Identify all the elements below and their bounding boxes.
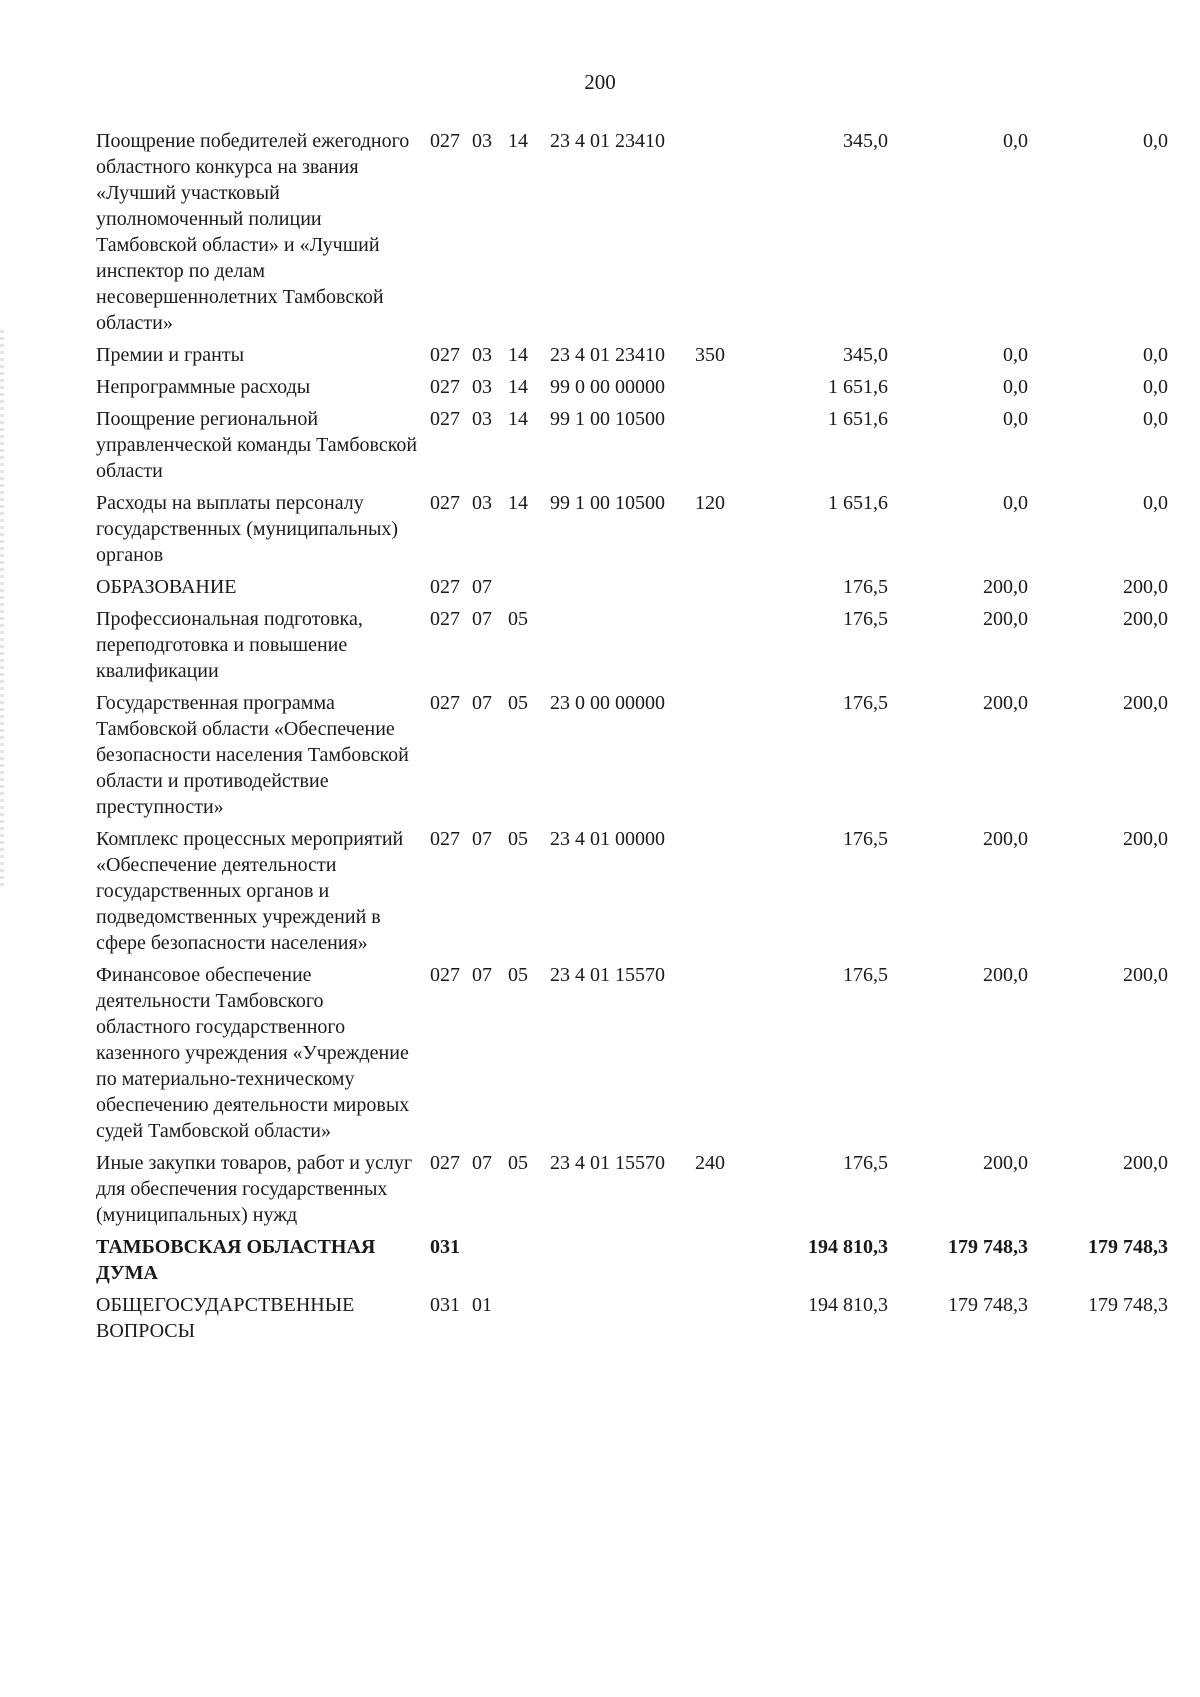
table-row [96, 406, 1168, 490]
row-sum-2: 179 748,3 [948, 1236, 1028, 1258]
row-csr: 23 0 00 00000 [550, 692, 665, 714]
row-csr: 23 4 01 23410 [550, 130, 665, 152]
row-pr: 05 [508, 964, 528, 986]
row-ved: 027 [430, 408, 460, 430]
table-row [96, 1234, 1168, 1292]
row-rz: 07 [472, 608, 492, 630]
row-rz: 03 [472, 492, 492, 514]
row-name: Поощрение региональной управленческой команды Тамбовской области [96, 408, 418, 482]
row-vr [695, 574, 753, 606]
row-ved: 027 [430, 576, 460, 598]
row-sum-3: 200,0 [1123, 1152, 1168, 1174]
row-sum-3: 200,0 [1123, 828, 1168, 850]
row-name: Непрограммные расходы [96, 376, 311, 398]
row-ved: 027 [430, 608, 460, 630]
row-vr: 240 [695, 1152, 725, 1174]
row-csr: 99 1 00 10500 [550, 492, 665, 514]
row-csr: 23 4 01 00000 [550, 828, 665, 850]
row-sum-2: 200,0 [983, 576, 1028, 598]
row-name: Профессиональная подготовка, переподготовка и повышение квалификации [96, 608, 363, 682]
row-csr [536, 1234, 695, 1292]
row-pr: 05 [508, 1152, 528, 1174]
row-vr [695, 962, 753, 1150]
row-rz: 01 [472, 1294, 492, 1316]
row-pr: 14 [508, 344, 528, 366]
row-vr [695, 826, 753, 962]
row-pr: 14 [508, 130, 528, 152]
row-pr: 05 [508, 692, 528, 714]
row-vr [695, 606, 753, 690]
row-sum-1: 345,0 [843, 130, 888, 152]
row-sum-3: 200,0 [1123, 964, 1168, 986]
row-ved: 027 [430, 692, 460, 714]
row-vr [695, 1234, 753, 1292]
row-sum-2: 0,0 [1003, 344, 1028, 366]
row-csr: 23 4 01 15570 [550, 964, 665, 986]
row-csr: 99 0 00 00000 [550, 376, 665, 398]
row-sum-1: 1 651,6 [828, 376, 888, 398]
table-row [96, 826, 1168, 962]
row-csr [536, 1292, 695, 1350]
row-ved: 027 [430, 376, 460, 398]
row-sum-3: 0,0 [1143, 376, 1168, 398]
row-sum-2: 200,0 [983, 692, 1028, 714]
row-pr [508, 1234, 536, 1292]
table-row [96, 374, 1168, 406]
row-ved: 027 [430, 964, 460, 986]
row-sum-2: 200,0 [983, 964, 1028, 986]
row-sum-3: 200,0 [1123, 576, 1168, 598]
row-sum-1: 176,5 [843, 964, 888, 986]
row-csr: 99 1 00 10500 [550, 408, 665, 430]
row-pr [508, 574, 536, 606]
row-name: Премии и гранты [96, 344, 245, 366]
row-rz: 07 [472, 576, 492, 598]
row-name: ТАМБОВСКАЯ ОБЛАСТНАЯ ДУМА [96, 1236, 376, 1284]
page-number: 200 [584, 70, 616, 94]
row-sum-3: 179 748,3 [1088, 1294, 1168, 1316]
row-csr: 23 4 01 15570 [550, 1152, 665, 1174]
row-name: Поощрение победителей ежегодного областного конкурса на звания «Лучший участковый уполномоченный полиции Тамбовской области» и «Лучший инспектор по делам несовершеннолетних Тамбовской области» [96, 130, 410, 334]
scan-edge-artifact [0, 330, 4, 890]
row-sum-1: 345,0 [843, 344, 888, 366]
row-sum-1: 176,5 [843, 692, 888, 714]
row-csr [536, 606, 695, 690]
budget-table [96, 128, 1168, 1350]
row-rz: 07 [472, 828, 492, 850]
row-rz [472, 1234, 508, 1292]
row-ved: 027 [430, 492, 460, 514]
row-sum-3: 0,0 [1143, 344, 1168, 366]
table-row [96, 690, 1168, 826]
row-sum-1: 176,5 [843, 608, 888, 630]
row-pr: 14 [508, 408, 528, 430]
row-ved: 031 [430, 1294, 460, 1316]
table-row [96, 1150, 1168, 1234]
row-name: ОБЩЕГОСУДАРСТВЕННЫЕ ВОПРОСЫ [96, 1294, 355, 1342]
row-sum-1: 194 810,3 [808, 1294, 888, 1316]
table-row [96, 1292, 1168, 1350]
row-name: Комплекс процессных мероприятий «Обеспечение деятельности государственных органов и подведомственных учреждений в сфере безопасности населения» [96, 828, 404, 954]
row-ved: 031 [430, 1236, 460, 1258]
row-pr [508, 1292, 536, 1350]
row-vr [695, 128, 753, 342]
table-row [96, 128, 1168, 342]
row-sum-2: 200,0 [983, 1152, 1028, 1174]
row-rz: 07 [472, 692, 492, 714]
row-sum-3: 0,0 [1143, 408, 1168, 430]
row-csr: 23 4 01 23410 [550, 344, 665, 366]
row-rz: 03 [472, 408, 492, 430]
row-sum-1: 1 651,6 [828, 492, 888, 514]
row-pr: 05 [508, 608, 528, 630]
row-vr [695, 1292, 753, 1350]
row-csr [536, 574, 695, 606]
row-name: ОБРАЗОВАНИЕ [96, 576, 237, 598]
table-row [96, 490, 1168, 574]
row-name: Расходы на выплаты персоналу государственных (муниципальных) органов [96, 492, 399, 566]
row-name: Государственная программа Тамбовской области «Обеспечение безопасности населения Тамбовской области и противодействие преступности» [96, 692, 409, 818]
row-name: Иные закупки товаров, работ и услуг для обеспечения государственных (муниципальных) нужд [96, 1152, 413, 1226]
row-vr [695, 406, 753, 490]
row-sum-2: 0,0 [1003, 408, 1028, 430]
row-vr: 350 [695, 344, 725, 366]
row-ved: 027 [430, 828, 460, 850]
row-vr [695, 374, 753, 406]
row-vr: 120 [695, 492, 725, 514]
row-sum-2: 0,0 [1003, 376, 1028, 398]
row-sum-3: 200,0 [1123, 692, 1168, 714]
row-sum-2: 0,0 [1003, 130, 1028, 152]
row-sum-1: 176,5 [843, 576, 888, 598]
row-sum-2: 200,0 [983, 608, 1028, 630]
table-row [96, 574, 1168, 606]
row-sum-3: 0,0 [1143, 492, 1168, 514]
table-row [96, 606, 1168, 690]
table-row [96, 962, 1168, 1150]
row-pr: 05 [508, 828, 528, 850]
row-ved: 027 [430, 344, 460, 366]
row-sum-2: 179 748,3 [948, 1294, 1028, 1316]
row-ved: 027 [430, 130, 460, 152]
row-sum-3: 179 748,3 [1088, 1236, 1168, 1258]
row-sum-3: 0,0 [1143, 130, 1168, 152]
row-rz: 03 [472, 376, 492, 398]
row-rz: 03 [472, 130, 492, 152]
row-sum-1: 176,5 [843, 1152, 888, 1174]
table-row [96, 342, 1168, 374]
row-name: Финансовое обеспечение деятельности Тамбовского областного государственного казенного учреждения «Учреждение по материально-техническому обеспечению деятельности мировых судей Тамбовской области» [96, 964, 410, 1142]
row-sum-1: 176,5 [843, 828, 888, 850]
row-rz: 07 [472, 964, 492, 986]
row-sum-1: 1 651,6 [828, 408, 888, 430]
row-vr [695, 690, 753, 826]
row-sum-1: 194 810,3 [808, 1236, 888, 1258]
row-ved: 027 [430, 1152, 460, 1174]
row-rz: 07 [472, 1152, 492, 1174]
row-sum-2: 0,0 [1003, 492, 1028, 514]
row-sum-2: 200,0 [983, 828, 1028, 850]
row-pr: 14 [508, 492, 528, 514]
row-pr: 14 [508, 376, 528, 398]
row-sum-3: 200,0 [1123, 608, 1168, 630]
row-rz: 03 [472, 344, 492, 366]
